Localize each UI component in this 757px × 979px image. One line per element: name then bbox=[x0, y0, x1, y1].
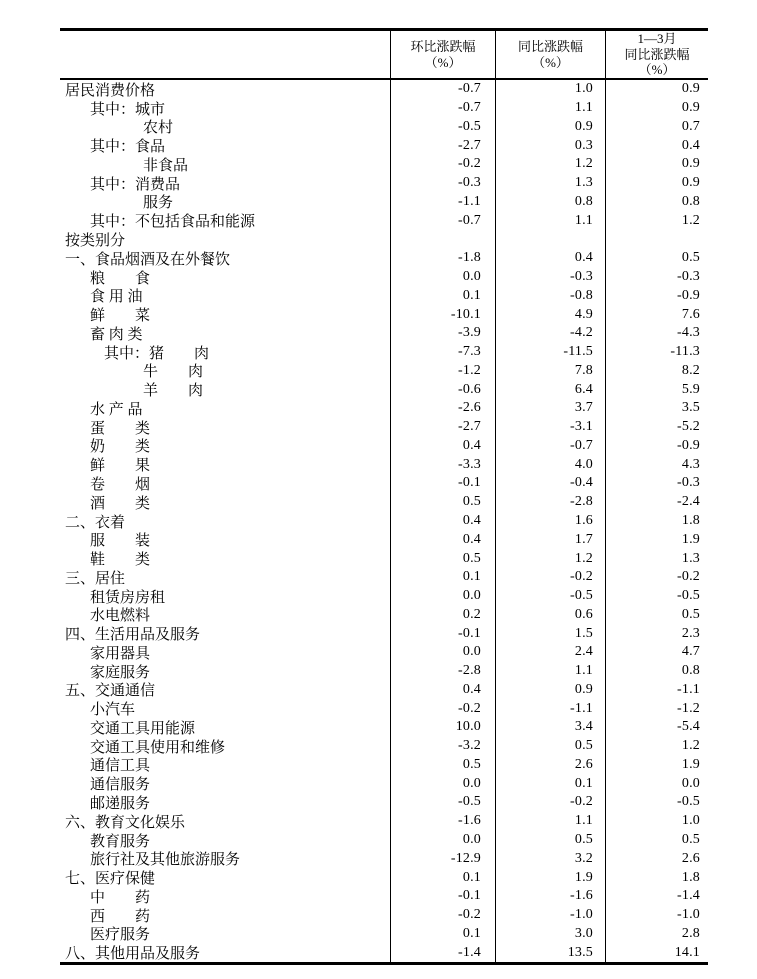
cell-value: -0.2 bbox=[390, 699, 495, 718]
cell-value: 0.8 bbox=[605, 662, 708, 681]
column-header-text: （%） bbox=[638, 62, 676, 78]
table-row bbox=[60, 868, 708, 887]
cell-value: 0.5 bbox=[390, 756, 495, 775]
cell-value: 1.1 bbox=[495, 211, 605, 230]
cell-value: 1.9 bbox=[605, 756, 708, 775]
cell-value: 3.2 bbox=[495, 849, 605, 868]
cell-value: 0.2 bbox=[390, 605, 495, 624]
cell-value: -0.1 bbox=[390, 624, 495, 643]
cell-value: -2.6 bbox=[390, 399, 495, 418]
cell-value: 0.9 bbox=[605, 80, 708, 99]
cell-value: 7.6 bbox=[605, 305, 708, 324]
cell-value: -0.2 bbox=[390, 906, 495, 925]
cell-value: 0.9 bbox=[495, 118, 605, 137]
cell-value: 0.5 bbox=[390, 493, 495, 512]
cell-value: 10.0 bbox=[390, 718, 495, 737]
row-label: 租赁房房租 bbox=[90, 589, 166, 606]
cell-value: 0.5 bbox=[390, 549, 495, 568]
cell-value: -1.0 bbox=[495, 906, 605, 925]
table-row bbox=[60, 774, 708, 793]
row-label: 其中：不包括食品和能源 bbox=[90, 214, 256, 231]
table-row bbox=[60, 793, 708, 812]
cpi-table bbox=[60, 28, 708, 965]
cell-value: 0.4 bbox=[495, 249, 605, 268]
cell-value: 4.3 bbox=[605, 455, 708, 474]
cell-value: 0.4 bbox=[605, 136, 708, 155]
cell-value: -1.4 bbox=[390, 943, 495, 962]
cell-value: 1.7 bbox=[495, 530, 605, 549]
row-label: 农村 bbox=[143, 120, 174, 137]
cell-value: -0.4 bbox=[495, 474, 605, 493]
row-label: 卷 烟 bbox=[90, 476, 151, 493]
cell-value: 8.2 bbox=[605, 361, 708, 380]
column-header-ytd bbox=[605, 31, 708, 78]
table-row bbox=[60, 681, 708, 700]
cell-value bbox=[495, 230, 605, 249]
row-label: 二、衣着 bbox=[65, 514, 126, 531]
cell-value: 0.5 bbox=[605, 831, 708, 850]
cell-value: 5.9 bbox=[605, 380, 708, 399]
cell-value: 1.0 bbox=[495, 80, 605, 99]
row-label: 家庭服务 bbox=[90, 664, 151, 681]
table-row bbox=[60, 512, 708, 531]
cell-value: 0.0 bbox=[390, 831, 495, 850]
cell-value: -0.2 bbox=[390, 155, 495, 174]
cell-value: -3.2 bbox=[390, 737, 495, 756]
cell-value: 0.3 bbox=[495, 136, 605, 155]
cell-value: -1.1 bbox=[605, 681, 708, 700]
cell-value: -0.5 bbox=[390, 118, 495, 137]
cell-value: -0.3 bbox=[495, 268, 605, 287]
cell-value: -1.6 bbox=[390, 812, 495, 831]
cell-value: 0.5 bbox=[605, 605, 708, 624]
table-row bbox=[60, 549, 708, 568]
row-label: 非食品 bbox=[143, 157, 189, 174]
cell-value: -0.7 bbox=[495, 437, 605, 456]
row-label: 鲜 果 bbox=[90, 458, 151, 475]
table-row bbox=[60, 812, 708, 831]
cell-value: 0.4 bbox=[390, 512, 495, 531]
cell-value: -7.3 bbox=[390, 343, 495, 362]
table-row bbox=[60, 380, 708, 399]
row-label: 畜 肉 类 bbox=[90, 326, 143, 343]
cell-value: 2.8 bbox=[605, 924, 708, 943]
cell-value: 0.0 bbox=[390, 268, 495, 287]
column-header-text: 同比涨跌幅 bbox=[517, 39, 583, 54]
cell-value: 4.7 bbox=[605, 643, 708, 662]
cell-value: -0.9 bbox=[605, 286, 708, 305]
cell-value: -0.2 bbox=[495, 793, 605, 812]
table-row bbox=[60, 80, 708, 99]
row-label: 邮递服务 bbox=[90, 795, 151, 812]
cell-value: -3.9 bbox=[390, 324, 495, 343]
cell-value: 1.1 bbox=[495, 662, 605, 681]
cell-value: -0.5 bbox=[495, 587, 605, 606]
cell-value: -0.5 bbox=[390, 793, 495, 812]
cell-value: 0.0 bbox=[390, 774, 495, 793]
cell-value: -12.9 bbox=[390, 849, 495, 868]
row-label: 食 用 油 bbox=[90, 289, 143, 306]
cell-value: 0.4 bbox=[390, 437, 495, 456]
table-row bbox=[60, 624, 708, 643]
cell-value: 1.8 bbox=[605, 868, 708, 887]
cell-value: -2.7 bbox=[390, 418, 495, 437]
table-row bbox=[60, 943, 708, 962]
table-row bbox=[60, 643, 708, 662]
cell-value: 2.4 bbox=[495, 643, 605, 662]
row-label: 酒 类 bbox=[90, 495, 151, 512]
column-header-yoy bbox=[495, 31, 605, 78]
row-label: 其中：消费品 bbox=[90, 176, 181, 193]
table-row bbox=[60, 831, 708, 850]
cell-value: 0.1 bbox=[495, 774, 605, 793]
cell-value: -0.7 bbox=[390, 99, 495, 118]
cell-value: 0.1 bbox=[390, 924, 495, 943]
table-row bbox=[60, 437, 708, 456]
cell-value: -1.2 bbox=[390, 361, 495, 380]
row-label: 鞋 类 bbox=[90, 552, 151, 569]
row-label: 通信工具 bbox=[90, 758, 151, 775]
cell-value: -1.2 bbox=[605, 699, 708, 718]
row-label-header-cell bbox=[60, 31, 390, 78]
table-row bbox=[60, 493, 708, 512]
row-label: 其中：城市 bbox=[90, 101, 166, 118]
cell-value: -2.8 bbox=[495, 493, 605, 512]
table-row bbox=[60, 906, 708, 925]
table-row bbox=[60, 99, 708, 118]
cell-value: 1.6 bbox=[495, 512, 605, 531]
cell-value: 1.5 bbox=[495, 624, 605, 643]
cell-value: 0.9 bbox=[605, 99, 708, 118]
cell-value: -0.1 bbox=[390, 887, 495, 906]
cell-value: 3.7 bbox=[495, 399, 605, 418]
row-label: 三、居住 bbox=[65, 570, 126, 587]
cell-value: 6.4 bbox=[495, 380, 605, 399]
cell-value: -3.1 bbox=[495, 418, 605, 437]
table-row bbox=[60, 568, 708, 587]
cell-value: -0.2 bbox=[495, 568, 605, 587]
cell-value: 7.8 bbox=[495, 361, 605, 380]
cell-value: 4.9 bbox=[495, 305, 605, 324]
cell-value: -3.3 bbox=[390, 455, 495, 474]
cell-value: 1.2 bbox=[605, 211, 708, 230]
cell-value: -1.8 bbox=[390, 249, 495, 268]
row-label: 交通工具使用和维修 bbox=[90, 739, 226, 756]
table-row bbox=[60, 530, 708, 549]
column-header-text: 环比涨跌幅 bbox=[410, 39, 476, 54]
cell-value: 0.5 bbox=[495, 737, 605, 756]
row-label: 鲜 菜 bbox=[90, 308, 151, 325]
row-label: 其中：猪 肉 bbox=[104, 345, 210, 362]
table-row bbox=[60, 718, 708, 737]
column-header-text: 1—3月 bbox=[637, 31, 677, 47]
column-header-text: （%） bbox=[424, 54, 462, 70]
cell-value: -1.1 bbox=[390, 193, 495, 212]
cell-value bbox=[390, 230, 495, 249]
row-label: 五、交通通信 bbox=[65, 683, 156, 700]
cell-value: 0.0 bbox=[390, 643, 495, 662]
cell-value: 0.0 bbox=[605, 774, 708, 793]
cell-value: 0.1 bbox=[390, 286, 495, 305]
cell-value: 0.9 bbox=[495, 681, 605, 700]
table-header-row bbox=[60, 31, 708, 80]
cell-value: -0.7 bbox=[390, 80, 495, 99]
table-row bbox=[60, 174, 708, 193]
cell-value: 2.6 bbox=[495, 756, 605, 775]
row-label: 西 药 bbox=[90, 908, 151, 925]
cell-value: 1.9 bbox=[605, 530, 708, 549]
cell-value: 3.4 bbox=[495, 718, 605, 737]
table-row bbox=[60, 136, 708, 155]
row-label: 居民消费价格 bbox=[65, 82, 156, 99]
cell-value: -11.5 bbox=[495, 343, 605, 362]
table-row bbox=[60, 230, 708, 249]
row-label: 小汽车 bbox=[90, 702, 136, 719]
cell-value: -0.5 bbox=[605, 587, 708, 606]
cell-value: 0.7 bbox=[605, 118, 708, 137]
table-row bbox=[60, 399, 708, 418]
row-label: 家用器具 bbox=[90, 645, 151, 662]
cell-value: -0.7 bbox=[390, 211, 495, 230]
cell-value: -2.7 bbox=[390, 136, 495, 155]
cell-value: 0.9 bbox=[605, 155, 708, 174]
cell-value: 0.9 bbox=[605, 174, 708, 193]
cell-value: -0.9 bbox=[605, 437, 708, 456]
cell-value: -0.5 bbox=[605, 793, 708, 812]
row-label: 一、食品烟酒及在外餐饮 bbox=[65, 251, 231, 268]
cell-value: 3.5 bbox=[605, 399, 708, 418]
table-row bbox=[60, 305, 708, 324]
cell-value: -4.3 bbox=[605, 324, 708, 343]
table-row bbox=[60, 849, 708, 868]
row-label: 羊 肉 bbox=[143, 383, 204, 400]
table-row bbox=[60, 924, 708, 943]
table-row bbox=[60, 587, 708, 606]
row-label: 通信服务 bbox=[90, 777, 151, 794]
cell-value: 0.5 bbox=[605, 249, 708, 268]
cell-value: 1.0 bbox=[605, 812, 708, 831]
cell-value: 13.5 bbox=[495, 943, 605, 962]
table-row bbox=[60, 286, 708, 305]
cell-value: 0.4 bbox=[390, 681, 495, 700]
cell-value: 3.0 bbox=[495, 924, 605, 943]
cell-value: 1.3 bbox=[495, 174, 605, 193]
cell-value: 0.8 bbox=[605, 193, 708, 212]
cell-value: 1.2 bbox=[495, 549, 605, 568]
row-label: 蛋 类 bbox=[90, 420, 151, 437]
row-label: 七、医疗保健 bbox=[65, 871, 156, 888]
cell-value: -2.4 bbox=[605, 493, 708, 512]
row-label: 按类别分 bbox=[65, 233, 126, 250]
cell-value: 1.2 bbox=[495, 155, 605, 174]
cell-value: -10.1 bbox=[390, 305, 495, 324]
row-label: 粮 食 bbox=[90, 270, 151, 287]
cell-value: 0.0 bbox=[390, 587, 495, 606]
cell-value: 0.8 bbox=[495, 193, 605, 212]
cell-value: -0.3 bbox=[605, 268, 708, 287]
table-row bbox=[60, 249, 708, 268]
cell-value: 1.1 bbox=[495, 812, 605, 831]
row-label: 医疗服务 bbox=[90, 927, 151, 944]
row-label: 牛 肉 bbox=[143, 364, 204, 381]
cell-value: 0.4 bbox=[390, 530, 495, 549]
row-label: 六、教育文化娱乐 bbox=[65, 814, 186, 831]
table-row bbox=[60, 699, 708, 718]
table-row bbox=[60, 324, 708, 343]
cell-value: -0.8 bbox=[495, 286, 605, 305]
row-label: 奶 类 bbox=[90, 439, 151, 456]
cell-value: 2.6 bbox=[605, 849, 708, 868]
cell-value: -0.1 bbox=[390, 474, 495, 493]
table-row bbox=[60, 268, 708, 287]
cell-value: -1.1 bbox=[495, 699, 605, 718]
row-label: 四、生活用品及服务 bbox=[65, 627, 201, 644]
cell-value: 1.9 bbox=[495, 868, 605, 887]
cell-value: -0.3 bbox=[605, 474, 708, 493]
column-header-text: 同比涨跌幅 bbox=[624, 46, 690, 62]
table-row bbox=[60, 474, 708, 493]
table-row bbox=[60, 887, 708, 906]
table-row bbox=[60, 155, 708, 174]
table-row bbox=[60, 118, 708, 137]
cell-value: 0.1 bbox=[390, 868, 495, 887]
cell-value: -0.3 bbox=[390, 174, 495, 193]
cell-value: -1.4 bbox=[605, 887, 708, 906]
cell-value: 1.8 bbox=[605, 512, 708, 531]
cell-value: -5.4 bbox=[605, 718, 708, 737]
table-row bbox=[60, 737, 708, 756]
cell-value: 14.1 bbox=[605, 943, 708, 962]
cell-value: -2.8 bbox=[390, 662, 495, 681]
cell-value: 0.1 bbox=[390, 568, 495, 587]
table-body bbox=[60, 80, 708, 962]
table-row bbox=[60, 662, 708, 681]
row-label: 教育服务 bbox=[90, 833, 151, 850]
table-row bbox=[60, 211, 708, 230]
cell-value: -1.0 bbox=[605, 906, 708, 925]
table-row bbox=[60, 455, 708, 474]
cell-value: -4.2 bbox=[495, 324, 605, 343]
row-label: 服务 bbox=[143, 195, 174, 212]
cell-value: -5.2 bbox=[605, 418, 708, 437]
cell-value: 1.1 bbox=[495, 99, 605, 118]
table-row bbox=[60, 343, 708, 362]
row-label: 中 药 bbox=[90, 889, 151, 906]
table-row bbox=[60, 418, 708, 437]
cell-value: -0.2 bbox=[605, 568, 708, 587]
table-row bbox=[60, 605, 708, 624]
row-label: 交通工具用能源 bbox=[90, 720, 196, 737]
cell-value: -1.6 bbox=[495, 887, 605, 906]
column-header-mom bbox=[390, 31, 495, 78]
row-label: 八、其他用品及服务 bbox=[65, 946, 201, 963]
cell-value: 4.0 bbox=[495, 455, 605, 474]
cell-value: 0.6 bbox=[495, 605, 605, 624]
row-label: 服 装 bbox=[90, 533, 151, 550]
row-label: 旅行社及其他旅游服务 bbox=[90, 852, 241, 869]
cell-value: 2.3 bbox=[605, 624, 708, 643]
row-label: 其中：食品 bbox=[90, 139, 166, 156]
cell-value: 1.2 bbox=[605, 737, 708, 756]
column-header-text: （%） bbox=[532, 54, 569, 70]
table-row bbox=[60, 193, 708, 212]
cell-value: 1.3 bbox=[605, 549, 708, 568]
cell-value: 0.5 bbox=[495, 831, 605, 850]
table-row bbox=[60, 361, 708, 380]
row-label: 水电燃料 bbox=[90, 608, 151, 625]
cell-value: -0.6 bbox=[390, 380, 495, 399]
row-label: 水 产 品 bbox=[90, 401, 143, 418]
cell-value: -11.3 bbox=[605, 343, 708, 362]
table-row bbox=[60, 756, 708, 775]
cell-value bbox=[605, 230, 708, 249]
